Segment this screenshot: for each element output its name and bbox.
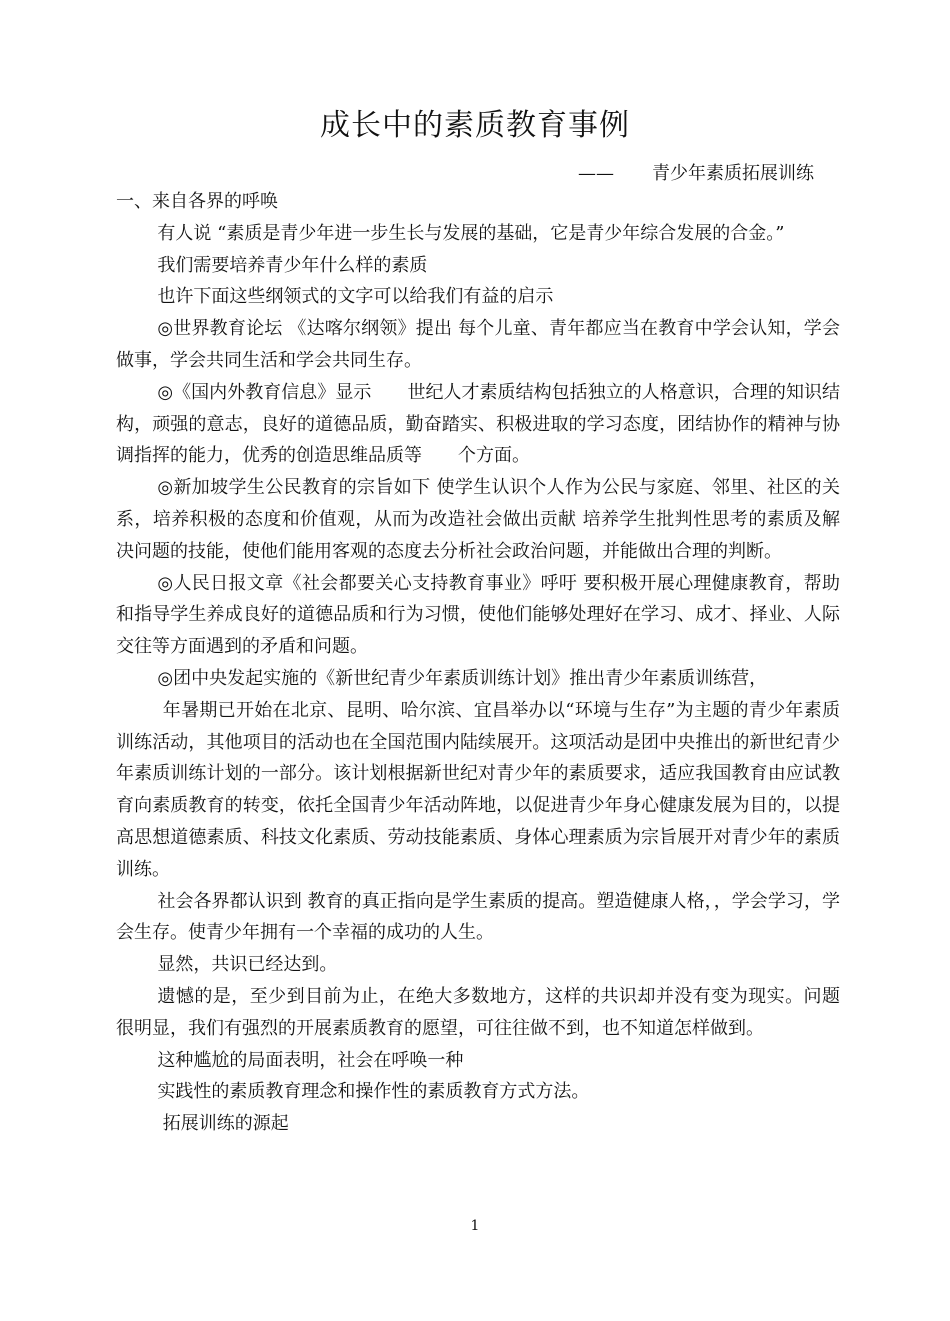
paragraph: ◎新加坡学生公民教育的宗旨如下 使学生认识个人作为公民与家庭、邻里、社区的关系，培养积极的态度和价值观，从而为改造社会做出贡献 培养学生批判性思考的素质及解决问题的技能，使他们能用客观的态度去分析社会政治问题，并能做出合理的判断。 bbox=[116, 477, 840, 562]
paragraph: 显然，共识已经达到。 bbox=[157, 954, 338, 976]
paragraph: 也许下面这些纲领式的文字可以给我们有益的启示 bbox=[157, 286, 554, 308]
paragraph: ◎人民日报文章《社会都要关心支持教育事业》呼吁 要积极开展心理健康教育，帮助和指导学生养成良好的道德品质和行为习惯，使他们能够处理好在学习、成才、择业、人际交往等方面遇到的矛盾和问题。 bbox=[116, 572, 840, 658]
paragraph: 我们需要培养青少年什么样的素质 bbox=[157, 254, 428, 276]
subtitle-dash: —— bbox=[578, 163, 614, 184]
paragraph: ◎世界教育论坛 《达喀尔纲领》提出 每个儿童、青年都应当在教育中学会认知，学会做事，学会共同生活和学会共同生存。 bbox=[116, 318, 840, 371]
document-subtitle bbox=[578, 160, 840, 188]
page-number: 1 bbox=[470, 1218, 480, 1234]
section-heading: 一、来自各界的呼唤 bbox=[116, 191, 278, 212]
paragraph: 实践性的素质教育理念和操作性的素质教育方式方法。 bbox=[157, 1081, 590, 1103]
paragraph: 有人说 “素质是青少年进一步生长与发展的基础，它是青少年综合发展的合金。” bbox=[157, 222, 785, 244]
paragraph: 这种尴尬的局面表明，社会在呼唤一种 bbox=[157, 1049, 464, 1071]
subtitle-text: 青少年素质拓展训练 bbox=[652, 163, 814, 184]
paragraph: 社会各界都认识到 教育的真正指向是学生素质的提高。塑造健康人格，，学会学习，学会生存。使青少年拥有一个幸福的成功的人生。 bbox=[116, 890, 840, 944]
paragraph: 拓展训练的源起 bbox=[162, 1113, 289, 1135]
document-body bbox=[116, 186, 840, 1140]
paragraph: 年暑期已开始在北京、昆明、哈尔滨、宜昌举办以“环境与生存”为主题的青少年素质训练活动，其他项目的活动也在全国范围内陆续展开。这项活动是团中央推出的新世纪青少年素质训练计划的一部分。该计划根据新世纪对青少年的素质要求，适应我国教育由应试教育向素质教育的转变，依托全国青少年活动阵地，以促进青少年身心健康发展为目的，以提高思想道德素质、科技文化素质、劳动技能素质、身体心理素质为宗旨展开对青少年的素质训练。 bbox=[116, 699, 840, 880]
paragraph: 遗憾的是，至少到目前为止，在绝大多数地方，这样的共识却并没有变为现实。问题很明显，我们有强烈的开展素质教育的愿望，可往往做不到，也不知道怎样做到。 bbox=[116, 985, 840, 1039]
paragraph: ◎团中央发起实施的《新世纪青少年素质训练计划》推出青少年素质训练营， bbox=[157, 667, 768, 689]
document-title: 成长中的素质教育事例 bbox=[320, 108, 630, 143]
paragraph: ◎《国内外教育信息》显示 世纪人才素质结构包括独立的人格意识，合理的知识结构，顽强的意志，良好的道德品质，勤奋踏实、积极进取的学习态度，团结协作的精神与协调指挥的能力，优秀的创造思维品质等 个方面。 bbox=[116, 381, 840, 467]
